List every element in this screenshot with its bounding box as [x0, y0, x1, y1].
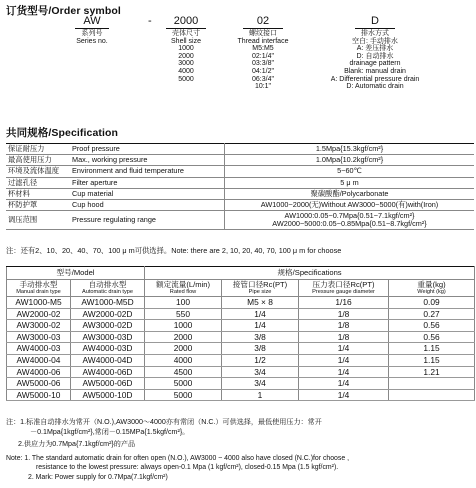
drain-option-en: D: Automatic drain	[346, 83, 404, 91]
shell-option: 3000	[178, 60, 194, 68]
rated-flow-cell: 100	[145, 297, 222, 309]
weight-cell	[389, 378, 475, 390]
spec-label-en: Proof pressure	[70, 144, 225, 155]
auto-drain-model-cell: AW1000-M5D	[71, 297, 145, 309]
rated-flow-cell: 550	[145, 308, 222, 320]
specification-table	[6, 143, 474, 230]
drain-label-zh: 排水方式	[361, 30, 389, 37]
spec-label-zh: 调压范围	[6, 211, 70, 230]
series-label-zh: 系列号	[81, 30, 103, 37]
thread-label-en: Thread interface	[237, 37, 289, 45]
thread-label-zh: 螺纹接口	[249, 30, 277, 37]
weight-cell: 1.15	[389, 354, 475, 366]
spec-label-zh: 保证耐压力	[6, 144, 70, 155]
series-code-block	[68, 15, 116, 45]
spec-label-zh: 杯材料	[6, 188, 70, 199]
model-table-subheader	[7, 280, 475, 297]
auto-drain-header-en: Automatic drain type	[82, 288, 133, 295]
manual-drain-header-zh: 手动排水型	[19, 279, 58, 289]
note-zh-1: 注：1.标准自动排水为常开（N.O.),AW3000～4000亦有常闭（N.C.）可供选择，最低使用压力：常开	[6, 418, 322, 426]
manual-drain-model-cell: AW3000-03	[7, 331, 71, 343]
pipe-size-header-en: Pipe size	[248, 288, 272, 295]
thread-underline	[243, 28, 283, 29]
pipe-size-cell: 3/4	[222, 366, 299, 378]
weight-cell: 0.56	[389, 331, 475, 343]
pipe-size-cell: 1/4	[222, 320, 299, 332]
pipe-size-cell: 1	[222, 389, 299, 401]
spec-label-en: Filter aperture	[70, 177, 225, 188]
rated-flow-cell: 1000	[145, 320, 222, 332]
manual-drain-model-cell: AW2000-02	[7, 308, 71, 320]
series-label-en: Series no.	[76, 37, 108, 45]
drain-code: D	[371, 15, 379, 27]
shell-code-block	[154, 15, 218, 83]
rated-flow-cell: 5000	[145, 378, 222, 390]
rated-flow-cell: 4500	[145, 366, 222, 378]
auto-drain-model-cell: AW5000-06D	[71, 378, 145, 390]
drain-option-en: A: Differential pressure drain	[330, 75, 420, 83]
auto-drain-model-cell: AW4000-03D	[71, 343, 145, 355]
spec-label-en: Cup material	[70, 188, 225, 199]
manual-drain-model-cell: AW1000-M5	[7, 297, 71, 309]
spec-label-en: Max., working pressure	[70, 155, 225, 166]
model-table-header	[7, 267, 475, 280]
rated-flow-cell: 2000	[145, 331, 222, 343]
pipe-size-cell: M5 × 8	[222, 297, 299, 309]
spec-row	[6, 155, 474, 166]
thread-option: 04:1/2"	[252, 67, 274, 75]
thread-option: 02:1/4"	[252, 52, 274, 60]
model-table-body	[7, 297, 475, 401]
auto-drain-model-cell: AW4000-06D	[71, 366, 145, 378]
spec-value: 聚碳酸酯/Polycarbonate	[225, 188, 475, 199]
spec-label-zh: 杯防护罩	[6, 199, 70, 210]
thread-code: 02	[256, 15, 270, 27]
auto-drain-header	[71, 280, 145, 297]
auto-drain-model-cell: AW4000-04D	[71, 354, 145, 366]
spec-label-zh: 过滤孔径	[6, 177, 70, 188]
spec-value: 1.5Mpa{15.3kgf/cm²}	[225, 144, 475, 155]
series-code: AW	[83, 15, 101, 27]
shell-option: 1000	[178, 45, 194, 53]
shell-option: 4000	[178, 67, 194, 75]
gauge-diameter-header	[299, 280, 389, 297]
gauge-diameter-cell: 1/4	[299, 354, 389, 366]
gauge-diameter-cell: 1/16	[299, 297, 389, 309]
manual-drain-model-cell: AW3000-02	[7, 320, 71, 332]
gauge-diameter-cell: 1/4	[299, 366, 389, 378]
spec-label-en: Cup hood	[70, 199, 225, 210]
gauge-diameter-cell: 1/8	[299, 331, 389, 343]
spec-value: 5~60℃	[225, 166, 475, 177]
rated-flow-cell: 4000	[145, 354, 222, 366]
spec-value: 1.0Mpa{10.2kgf/cm²}	[225, 155, 475, 166]
spec-row	[6, 144, 474, 155]
drain-option-zh: D: 自动排水	[356, 52, 394, 60]
thread-option: 10:1"	[254, 83, 272, 91]
note-zh-3: 2.供应力为0.7Mpa{7.1kgf/cm²}的产品	[18, 440, 136, 448]
thread-option: 06:3/4"	[252, 75, 274, 83]
pipe-size-cell: 1/2	[222, 354, 299, 366]
table-row	[7, 320, 475, 332]
shell-option: 5000	[178, 75, 194, 83]
table-row	[7, 389, 475, 401]
note-zh-2: －0.1Mpa{1kgf/cm²},常闭－0.15MPa{1.5kgf/cm²}。	[30, 428, 190, 436]
pipe-size-cell: 1/4	[222, 308, 299, 320]
model-table	[6, 266, 475, 401]
spec-row	[6, 177, 474, 188]
table-row	[7, 343, 475, 355]
auto-drain-model-cell: AW3000-03D	[71, 331, 145, 343]
gauge-diameter-header-zh: 压力表口径Rc(PT)	[312, 279, 375, 289]
table-row	[7, 308, 475, 320]
thread-option: M5:M5	[252, 45, 274, 53]
shell-underline	[166, 28, 206, 29]
table-row	[7, 331, 475, 343]
note-en-2: resistance to the lowest pressure: always open-0.1 Mpa (1 kgf/cm²), closed-0.15 Mpa (1.5 kgf/cm²).	[36, 464, 339, 471]
weight-cell: 1.21	[389, 366, 475, 378]
regulating-range-aw2000-5000: AW2000~5000:0.05~0.85Mpa{0.51~8.7kgf/cm²}	[272, 219, 427, 229]
drain-label-en: drainage pattern	[349, 60, 401, 68]
spec-label-zh: 环境及流体温度	[6, 166, 70, 177]
auto-drain-model-cell: AW5000-10D	[71, 389, 145, 401]
note-en-1: Note: 1. The standard automatic drain for often open (N.O.), AW3000 ~ 4000 also have closed (N.C.)for choose ,	[6, 455, 349, 462]
manual-drain-model-cell: AW5000-06	[7, 378, 71, 390]
rated-flow-header-en: Rated flow	[169, 288, 197, 295]
table-row	[7, 378, 475, 390]
shell-option: 2000	[178, 52, 194, 60]
drain-option-zh: 空白: 手动排水	[352, 37, 398, 45]
spec-row	[6, 199, 474, 210]
thread-code-block	[224, 15, 302, 91]
auto-drain-header-zh: 自动排水型	[88, 279, 127, 289]
gauge-diameter-cell: 1/8	[299, 320, 389, 332]
rated-flow-header-zh: 额定流量(L/min)	[156, 279, 211, 289]
thread-option: 03:3/8"	[252, 60, 274, 68]
specification-heading: 共同规格/Specification	[6, 127, 119, 139]
dash-separator: -	[148, 15, 152, 27]
manual-drain-header-en: Manual drain type	[16, 288, 61, 295]
order-symbol-heading: 订货型号/Order symbol	[6, 5, 121, 17]
shell-label-zh: 壳体尺寸	[172, 30, 200, 37]
spec-value	[225, 211, 475, 230]
rated-flow-cell: 5000	[145, 389, 222, 401]
shell-code: 2000	[173, 15, 199, 27]
spec-label-en: Pressure regulating range	[70, 211, 225, 230]
spec-row	[6, 188, 474, 199]
rated-flow-header	[145, 280, 222, 297]
drain-underline	[355, 28, 395, 29]
model-header: 型号/Model	[7, 267, 145, 280]
spec-value: 5 μ m	[225, 177, 475, 188]
filter-note: 注：还有2、10、20、40、70、100 μ m可供选择。Note: there are 2, 10, 20, 40, 70, 100 μ m for choose	[6, 246, 342, 255]
weight-cell: 0.56	[389, 320, 475, 332]
weight-cell: 0.27	[389, 308, 475, 320]
drain-option-en: Blank: manual drain	[344, 67, 406, 75]
spec-header: 规格/Specifications	[145, 267, 475, 280]
spec-row-regulating	[6, 211, 474, 230]
manual-drain-model-cell: AW4000-04	[7, 354, 71, 366]
spec-value: AW1000~2000(无)Without AW3000~5000(有)with(Iron)	[225, 199, 475, 210]
drain-option-zh: A: 差压排水	[356, 45, 394, 53]
spec-row	[6, 166, 474, 177]
shell-label-en: Shell size	[171, 37, 201, 45]
note-en-3: 2. Mark: Power supply for 0.7Mpa(7.1kgf/cm²)	[28, 474, 168, 481]
pipe-size-cell: 3/8	[222, 331, 299, 343]
manual-drain-model-cell: AW5000-10	[7, 389, 71, 401]
regulating-range-aw1000: AW1000:0.05~0.7Mpa{0.51~7.1kgf/cm²}	[284, 210, 415, 220]
pipe-size-cell: 3/8	[222, 343, 299, 355]
gauge-diameter-cell: 1/4	[299, 389, 389, 401]
auto-drain-model-cell: AW3000-02D	[71, 320, 145, 332]
gauge-diameter-header-en: Pressure gauge diameter	[312, 288, 375, 295]
manual-drain-model-cell: AW4000-06	[7, 366, 71, 378]
weight-cell: 0.09	[389, 297, 475, 309]
pipe-size-header-zh: 接管口径Rc(PT)	[232, 279, 288, 289]
auto-drain-model-cell: AW2000-02D	[71, 308, 145, 320]
gauge-diameter-cell: 1/4	[299, 343, 389, 355]
series-underline	[75, 28, 109, 29]
weight-header	[389, 280, 475, 297]
rated-flow-cell: 2000	[145, 343, 222, 355]
gauge-diameter-cell: 1/8	[299, 308, 389, 320]
manual-drain-header	[7, 280, 71, 297]
table-row	[7, 366, 475, 378]
drain-code-block	[318, 15, 432, 91]
pipe-size-cell: 3/4	[222, 378, 299, 390]
table-row	[7, 297, 475, 309]
spec-label-zh: 最高使用压力	[6, 155, 70, 166]
pipe-size-header	[222, 280, 299, 297]
weight-header-zh: 重量(kg)	[417, 279, 446, 289]
table-row	[7, 354, 475, 366]
spec-label-en: Environment and fluid temperature	[70, 166, 225, 177]
weight-cell: 1.15	[389, 343, 475, 355]
weight-header-en: Weight (kg)	[417, 288, 446, 295]
weight-cell	[389, 389, 475, 401]
gauge-diameter-cell: 1/4	[299, 378, 389, 390]
manual-drain-model-cell: AW4000-03	[7, 343, 71, 355]
